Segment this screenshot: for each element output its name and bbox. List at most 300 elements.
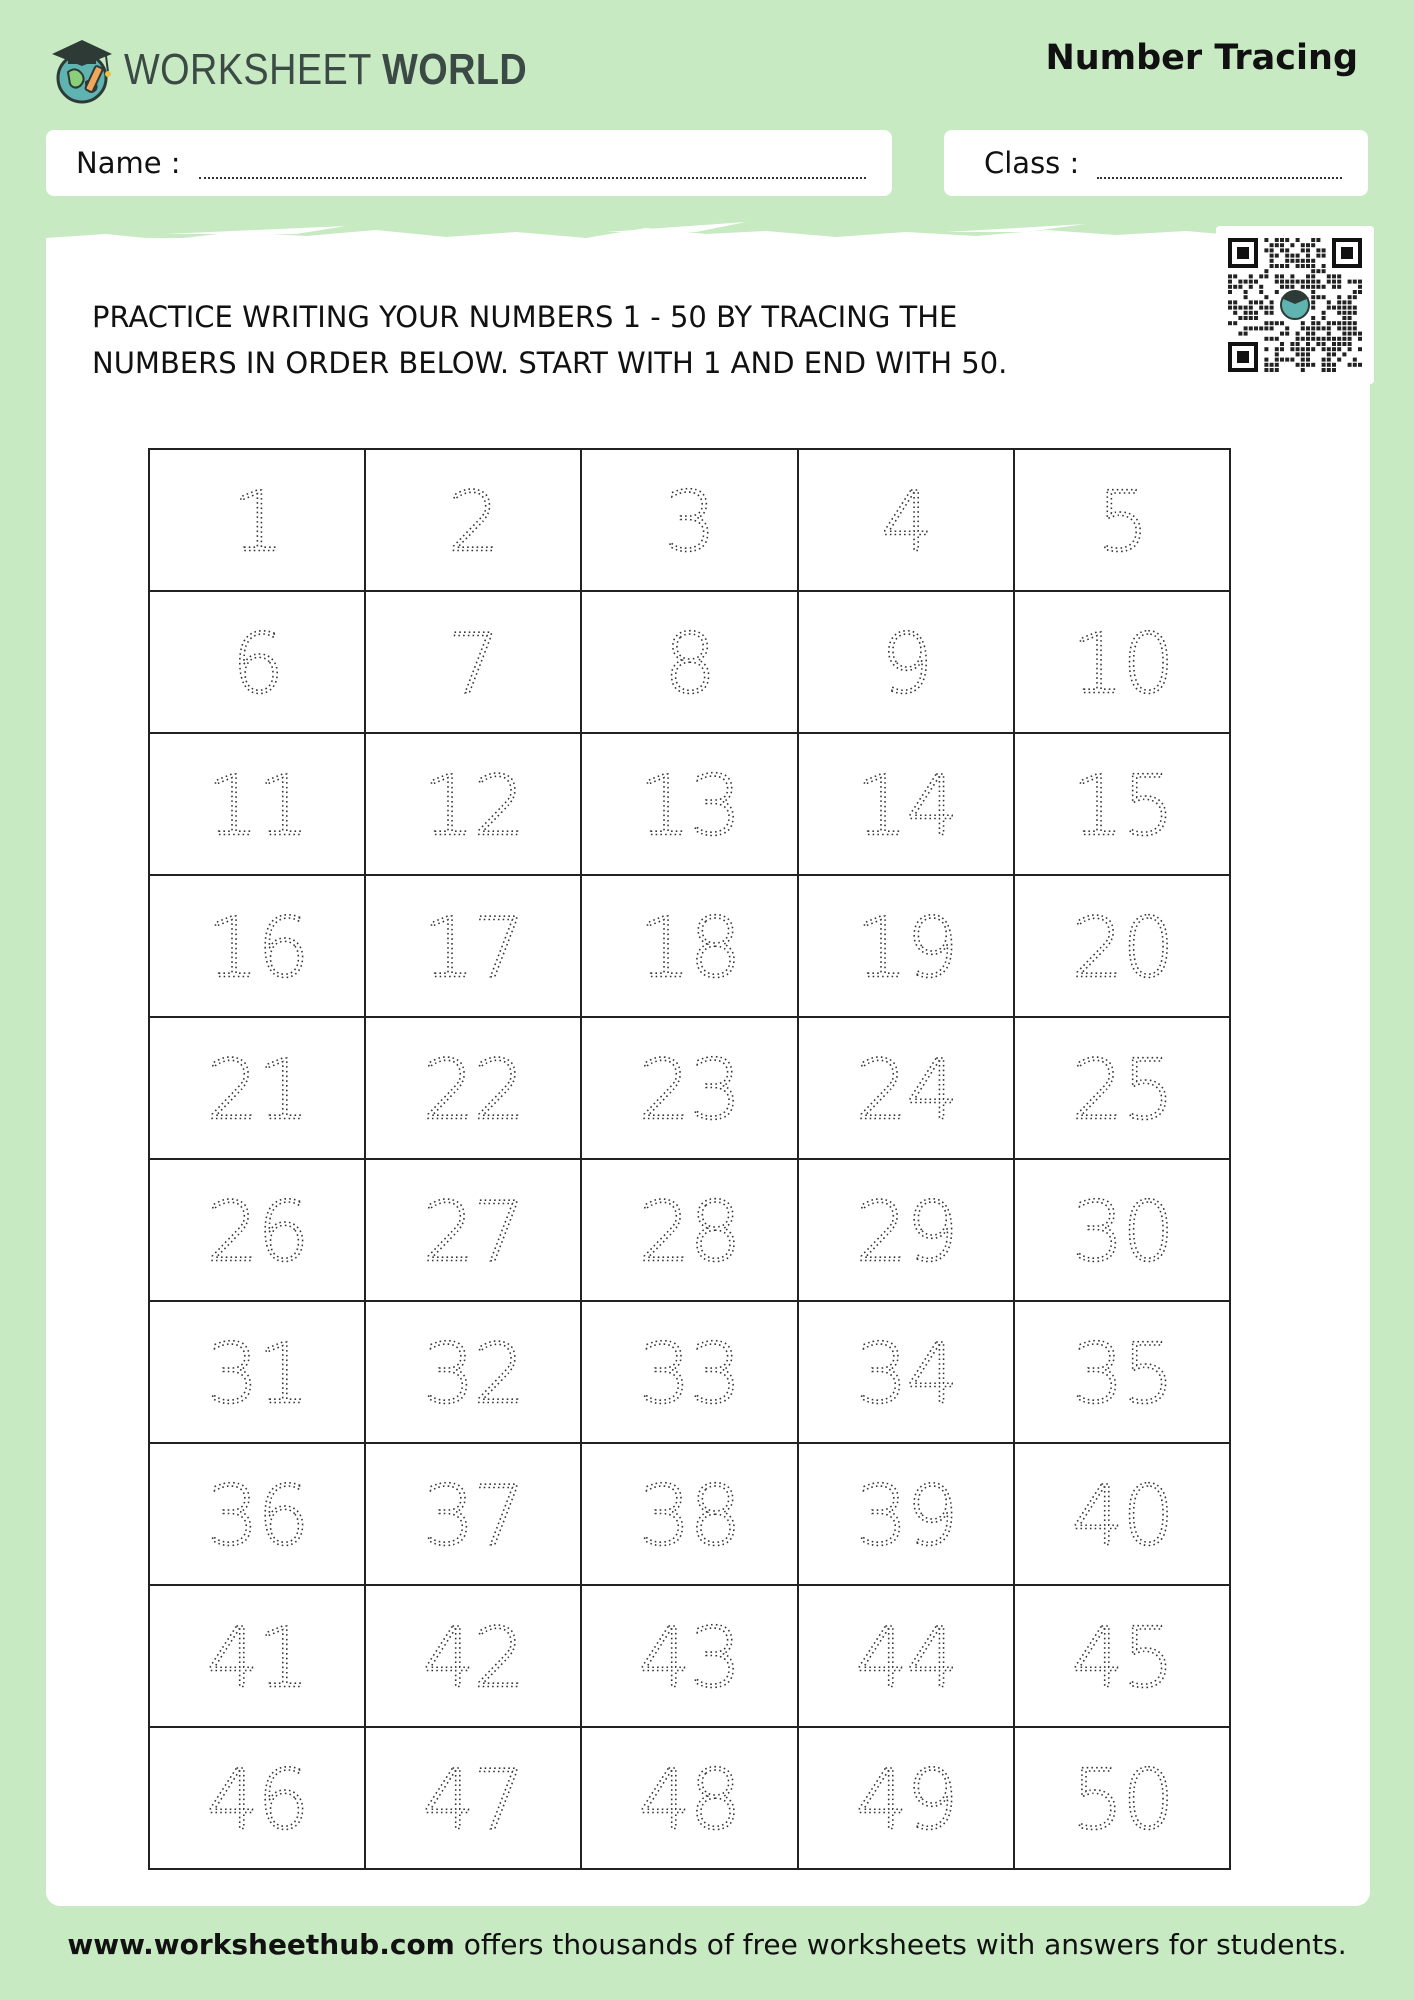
tracing-cell[interactable] xyxy=(150,592,366,734)
tracing-number xyxy=(150,592,364,732)
qr-module xyxy=(1337,347,1341,351)
qr-module xyxy=(1342,337,1346,341)
tracing-cell[interactable] xyxy=(582,1302,798,1444)
qr-module xyxy=(1264,238,1268,242)
tracing-cell[interactable] xyxy=(799,1302,1015,1444)
qr-module xyxy=(1322,295,1326,299)
qr-module xyxy=(1311,300,1315,304)
qr-module xyxy=(1348,342,1352,346)
tracing-cell[interactable] xyxy=(582,1586,798,1728)
qr-module xyxy=(1238,332,1242,336)
qr-module xyxy=(1301,264,1305,268)
qr-module xyxy=(1322,254,1326,258)
tracing-cell[interactable] xyxy=(366,450,582,592)
qr-module xyxy=(1244,280,1248,284)
tracing-cell[interactable] xyxy=(1015,592,1231,734)
tracing-number-text: 48 xyxy=(638,1751,741,1849)
qr-module xyxy=(1306,285,1310,289)
qr-module xyxy=(1332,285,1336,289)
qr-module xyxy=(1311,363,1315,367)
qr-module xyxy=(1327,363,1331,367)
tracing-number xyxy=(150,1728,364,1868)
tracing-cell[interactable] xyxy=(1015,1160,1231,1302)
tracing-cell[interactable] xyxy=(582,876,798,1018)
qr-module xyxy=(1244,311,1248,315)
footer xyxy=(0,1928,1414,1961)
qr-module xyxy=(1264,248,1268,252)
qr-module xyxy=(1254,280,1258,284)
qr-module xyxy=(1270,311,1274,315)
qr-module xyxy=(1327,274,1331,278)
qr-module xyxy=(1228,306,1232,310)
tracing-number xyxy=(150,1586,364,1726)
qr-module xyxy=(1290,358,1294,362)
qr-module xyxy=(1301,347,1305,351)
qr-module xyxy=(1342,316,1346,320)
qr-module xyxy=(1337,285,1341,289)
qr-module xyxy=(1332,347,1336,351)
qr-module xyxy=(1290,274,1294,278)
globe-graduation-cap-icon xyxy=(46,32,118,108)
tracing-number xyxy=(799,1728,1013,1868)
qr-module xyxy=(1358,337,1362,341)
tracing-cell[interactable] xyxy=(1015,1018,1231,1160)
page-title: Number Tracing xyxy=(1045,38,1358,78)
tracing-number xyxy=(582,734,796,874)
qr-module xyxy=(1228,321,1232,325)
tracing-number-text: 16 xyxy=(206,899,308,997)
qr-module xyxy=(1301,352,1305,356)
qr-module xyxy=(1270,363,1274,367)
tracing-cell[interactable] xyxy=(150,1444,366,1586)
class-write-line[interactable] xyxy=(1097,147,1342,179)
tracing-cell[interactable] xyxy=(1015,1728,1231,1870)
qr-module xyxy=(1311,347,1315,351)
tracing-number-text: 33 xyxy=(638,1325,741,1423)
instructions-line-1: PRACTICE WRITING YOUR NUMBERS 1 - 50 BY TRACING THE xyxy=(92,300,958,334)
qr-module xyxy=(1296,280,1300,284)
qr-module xyxy=(1311,274,1315,278)
qr-module xyxy=(1301,280,1305,284)
tracing-cell[interactable] xyxy=(582,734,798,876)
tracing-number-text: 43 xyxy=(638,1609,741,1707)
qr-module xyxy=(1275,254,1279,258)
tracing-number-text: 32 xyxy=(422,1325,524,1423)
qr-module xyxy=(1244,326,1248,330)
qr-module xyxy=(1353,332,1357,336)
qr-module xyxy=(1244,295,1248,299)
qr-module xyxy=(1322,326,1326,330)
qr-module xyxy=(1280,280,1284,284)
tracing-cell[interactable] xyxy=(1015,1586,1231,1728)
tracing-cell[interactable] xyxy=(366,1018,582,1160)
qr-module xyxy=(1327,352,1331,356)
tracing-cell[interactable] xyxy=(582,592,798,734)
qr-module xyxy=(1311,295,1315,299)
qr-module xyxy=(1332,274,1336,278)
qr-module xyxy=(1290,285,1294,289)
qr-module xyxy=(1228,290,1232,294)
qr-module xyxy=(1296,363,1300,367)
tracing-cell[interactable] xyxy=(366,876,582,1018)
tracing-number-text: 30 xyxy=(1071,1183,1173,1281)
qr-module xyxy=(1358,280,1362,284)
qr-module xyxy=(1249,316,1253,320)
tracing-number-text: 35 xyxy=(1071,1325,1173,1423)
qr-module xyxy=(1285,264,1289,268)
tracing-number xyxy=(366,1444,580,1584)
qr-module xyxy=(1316,321,1320,325)
tracing-number xyxy=(582,1302,796,1442)
tracing-number-text: 4 xyxy=(880,473,932,571)
tracing-number xyxy=(150,1160,364,1300)
qr-module xyxy=(1296,337,1300,341)
tracing-cell[interactable] xyxy=(799,1018,1015,1160)
tracing-number xyxy=(150,876,364,1016)
tracing-number xyxy=(1015,1444,1229,1584)
brand-name xyxy=(124,45,527,95)
qr-module xyxy=(1322,264,1326,268)
tracing-cell[interactable] xyxy=(366,1444,582,1586)
tracing-number-text: 36 xyxy=(206,1467,308,1565)
qr-module xyxy=(1327,337,1331,341)
qr-module xyxy=(1311,321,1315,325)
qr-module xyxy=(1233,321,1237,325)
qr-module xyxy=(1348,347,1352,351)
qr-module xyxy=(1306,264,1310,268)
qr-module xyxy=(1311,337,1315,341)
qr-module xyxy=(1311,264,1315,268)
qr-module xyxy=(1254,300,1258,304)
tracing-number xyxy=(1015,1586,1229,1726)
qr-module xyxy=(1264,326,1268,330)
qr-module xyxy=(1316,280,1320,284)
tracing-cell[interactable] xyxy=(366,592,582,734)
qr-module xyxy=(1301,285,1305,289)
qr-module xyxy=(1311,238,1315,242)
qr-module xyxy=(1270,321,1274,325)
tracing-cell[interactable] xyxy=(366,1160,582,1302)
qr-module xyxy=(1337,306,1341,310)
qr-module xyxy=(1358,290,1362,294)
qr-module xyxy=(1337,295,1341,299)
qr-module xyxy=(1348,316,1352,320)
qr-module xyxy=(1311,290,1315,294)
qr-module xyxy=(1285,285,1289,289)
qr-module xyxy=(1233,311,1237,315)
qr-module xyxy=(1301,326,1305,330)
tracing-number xyxy=(799,876,1013,1016)
qr-module xyxy=(1264,321,1268,325)
qr-module xyxy=(1301,363,1305,367)
qr-module xyxy=(1238,285,1242,289)
qr-module xyxy=(1275,280,1279,284)
tracing-cell[interactable] xyxy=(799,1160,1015,1302)
tracing-grid xyxy=(148,448,1231,1870)
tracing-cell[interactable] xyxy=(799,1586,1015,1728)
qr-module xyxy=(1296,264,1300,268)
qr-module xyxy=(1259,285,1263,289)
tracing-number-text: 21 xyxy=(206,1041,308,1139)
qr-module xyxy=(1270,306,1274,310)
qr-module xyxy=(1254,326,1258,330)
qr-module xyxy=(1322,311,1326,315)
name-write-line[interactable] xyxy=(199,147,866,179)
qr-module xyxy=(1337,337,1341,341)
footer-site-link[interactable]: www.worksheethub.com xyxy=(67,1928,455,1961)
qr-module xyxy=(1342,332,1346,336)
tracing-cell[interactable] xyxy=(366,1302,582,1444)
tracing-number xyxy=(582,1728,796,1868)
qr-module xyxy=(1342,300,1346,304)
tracing-number-text: 6 xyxy=(231,615,283,713)
qr-module xyxy=(1270,264,1274,268)
brand xyxy=(46,30,593,110)
qr-module xyxy=(1337,311,1341,315)
qr-module xyxy=(1358,332,1362,336)
tracing-number xyxy=(799,1444,1013,1584)
qr-module xyxy=(1353,295,1357,299)
tracing-number xyxy=(366,876,580,1016)
qr-module xyxy=(1254,311,1258,315)
qr-module xyxy=(1280,248,1284,252)
tracing-cell[interactable] xyxy=(1015,876,1231,1018)
tracing-cell[interactable] xyxy=(799,450,1015,592)
tracing-number-text: 26 xyxy=(206,1183,308,1281)
qr-module xyxy=(1327,321,1331,325)
qr-module xyxy=(1290,280,1294,284)
qr-module xyxy=(1285,259,1289,263)
tracing-cell[interactable] xyxy=(582,1160,798,1302)
qr-module xyxy=(1301,243,1305,247)
qr-module xyxy=(1316,285,1320,289)
qr-module xyxy=(1290,254,1294,258)
tracing-number xyxy=(150,450,364,590)
tracing-number-text: 37 xyxy=(422,1467,524,1565)
tracing-cell[interactable] xyxy=(366,1586,582,1728)
qr-module xyxy=(1275,264,1279,268)
name-label: Name : xyxy=(76,146,181,180)
qr-module xyxy=(1270,337,1274,341)
qr-module xyxy=(1296,238,1300,242)
tracing-number-text: 14 xyxy=(854,757,957,855)
qr-module xyxy=(1327,280,1331,284)
qr-module xyxy=(1228,300,1232,304)
name-field[interactable] xyxy=(46,130,892,196)
qr-module xyxy=(1275,290,1279,294)
tracing-cell[interactable] xyxy=(150,1018,366,1160)
tracing-number xyxy=(799,1018,1013,1158)
qr-module xyxy=(1322,347,1326,351)
tracing-number xyxy=(366,450,580,590)
brand-name-light: WORKSHEET xyxy=(124,45,372,94)
tracing-number xyxy=(799,1586,1013,1726)
qr-module xyxy=(1280,321,1284,325)
qr-module xyxy=(1358,347,1362,351)
tracing-cell[interactable] xyxy=(799,1728,1015,1870)
tracing-number xyxy=(582,1018,796,1158)
tracing-number-text: 11 xyxy=(206,757,308,855)
qr-module xyxy=(1264,306,1268,310)
tracing-number-text: 18 xyxy=(638,899,741,997)
tracing-number xyxy=(799,1302,1013,1442)
qr-module xyxy=(1254,316,1258,320)
tracing-number xyxy=(1015,450,1229,590)
qr-module xyxy=(1348,295,1352,299)
tracing-cell[interactable] xyxy=(1015,1444,1231,1586)
tracing-cell[interactable] xyxy=(150,1728,366,1870)
qr-module xyxy=(1337,280,1341,284)
qr-module xyxy=(1306,352,1310,356)
tracing-number xyxy=(582,592,796,732)
qr-module xyxy=(1249,280,1253,284)
qr-module xyxy=(1275,358,1279,362)
instructions xyxy=(92,294,1132,386)
qr-module xyxy=(1275,347,1279,351)
tracing-cell[interactable] xyxy=(582,1444,798,1586)
qr-module xyxy=(1259,300,1263,304)
qr-module xyxy=(1337,321,1341,325)
qr-module xyxy=(1337,342,1341,346)
qr-module xyxy=(1244,316,1248,320)
qr-module xyxy=(1316,337,1320,341)
tracing-number-text: 31 xyxy=(206,1325,308,1423)
tracing-cell[interactable] xyxy=(1015,450,1231,592)
qr-module xyxy=(1280,238,1284,242)
qr-module xyxy=(1306,280,1310,284)
qr-module xyxy=(1332,280,1336,284)
tracing-cell[interactable] xyxy=(150,1586,366,1728)
qr-module xyxy=(1353,311,1357,315)
tracing-cell[interactable] xyxy=(799,876,1015,1018)
tracing-number xyxy=(150,734,364,874)
instructions-line-2: NUMBERS IN ORDER BELOW. START WITH 1 AND END WITH 50. xyxy=(92,346,1008,380)
qr-module xyxy=(1311,306,1315,310)
tracing-number-text: 25 xyxy=(1071,1041,1173,1139)
qr-module xyxy=(1233,285,1237,289)
qr-module xyxy=(1348,306,1352,310)
qr-module xyxy=(1306,347,1310,351)
qr-module xyxy=(1353,280,1357,284)
tracing-cell[interactable] xyxy=(582,1018,798,1160)
qr-module xyxy=(1264,269,1268,273)
qr-module xyxy=(1285,248,1289,252)
qr-module xyxy=(1275,321,1279,325)
qr-module xyxy=(1311,269,1315,273)
qr-module xyxy=(1264,274,1268,278)
qr-module xyxy=(1264,368,1268,372)
tracing-number-text: 42 xyxy=(422,1609,524,1707)
qr-module xyxy=(1264,337,1268,341)
qr-module xyxy=(1259,306,1263,310)
qr-module xyxy=(1348,280,1352,284)
tracing-cell[interactable] xyxy=(582,1728,798,1870)
tracing-cell[interactable] xyxy=(150,734,366,876)
tracing-number-text: 50 xyxy=(1071,1751,1173,1849)
qr-module xyxy=(1233,306,1237,310)
qr-module xyxy=(1311,280,1315,284)
class-field[interactable] xyxy=(944,130,1368,196)
tracing-cell[interactable] xyxy=(366,734,582,876)
tracing-number-text: 20 xyxy=(1071,899,1173,997)
qr-module xyxy=(1233,274,1237,278)
qr-module xyxy=(1306,332,1310,336)
tracing-cell[interactable] xyxy=(150,876,366,1018)
tracing-number-text: 12 xyxy=(422,757,524,855)
qr-module xyxy=(1275,337,1279,341)
qr-module xyxy=(1332,306,1336,310)
qr-module xyxy=(1306,363,1310,367)
tracing-number xyxy=(366,1018,580,1158)
brush-edge-decoration xyxy=(46,220,1370,260)
qr-module xyxy=(1296,352,1300,356)
qr-module xyxy=(1290,259,1294,263)
qr-module xyxy=(1249,311,1253,315)
tracing-cell[interactable] xyxy=(150,1302,366,1444)
tracing-cell[interactable] xyxy=(1015,734,1231,876)
tracing-number-text: 13 xyxy=(638,757,741,855)
qr-module xyxy=(1322,363,1326,367)
qr-module xyxy=(1337,326,1341,330)
qr-module xyxy=(1306,243,1310,247)
qr-module xyxy=(1327,358,1331,362)
qr-module xyxy=(1301,321,1305,325)
qr-module xyxy=(1358,363,1362,367)
tracing-cell[interactable] xyxy=(150,450,366,592)
footer-text: offers thousands of free worksheets with answers for students. xyxy=(454,1928,1347,1961)
qr-module xyxy=(1244,290,1248,294)
qr-module xyxy=(1249,326,1253,330)
tracing-number-text: 24 xyxy=(854,1041,957,1139)
tracing-cell[interactable] xyxy=(1015,1302,1231,1444)
qr-module xyxy=(1316,295,1320,299)
qr-module xyxy=(1264,347,1268,351)
tracing-cell[interactable] xyxy=(799,592,1015,734)
tracing-number xyxy=(366,1728,580,1868)
qr-module xyxy=(1296,254,1300,258)
qr-module xyxy=(1353,326,1357,330)
qr-module xyxy=(1285,332,1289,336)
qr-module xyxy=(1275,363,1279,367)
tracing-cell[interactable] xyxy=(366,1728,582,1870)
qr-module xyxy=(1327,368,1331,372)
tracing-number xyxy=(799,450,1013,590)
qr-module xyxy=(1332,368,1336,372)
qr-module xyxy=(1238,316,1242,320)
tracing-cell[interactable] xyxy=(582,450,798,592)
tracing-number xyxy=(1015,592,1229,732)
tracing-number-text: 2 xyxy=(447,473,499,571)
qr-code xyxy=(1216,226,1374,384)
qr-module xyxy=(1342,311,1346,315)
qr-module xyxy=(1322,342,1326,346)
qr-module xyxy=(1301,248,1305,252)
tracing-number xyxy=(1015,1018,1229,1158)
qr-module xyxy=(1296,259,1300,263)
tracing-number xyxy=(1015,1728,1229,1868)
tracing-cell[interactable] xyxy=(799,1444,1015,1586)
tracing-cell[interactable] xyxy=(799,734,1015,876)
tracing-number-text: 45 xyxy=(1071,1609,1173,1707)
qr-module xyxy=(1311,326,1315,330)
qr-module xyxy=(1306,248,1310,252)
qr-module xyxy=(1280,358,1284,362)
tracing-number-text: 29 xyxy=(854,1183,957,1281)
brand-name-bold: WORLD xyxy=(382,45,528,94)
qr-module xyxy=(1316,238,1320,242)
qr-module xyxy=(1327,347,1331,351)
tracing-cell[interactable] xyxy=(150,1160,366,1302)
